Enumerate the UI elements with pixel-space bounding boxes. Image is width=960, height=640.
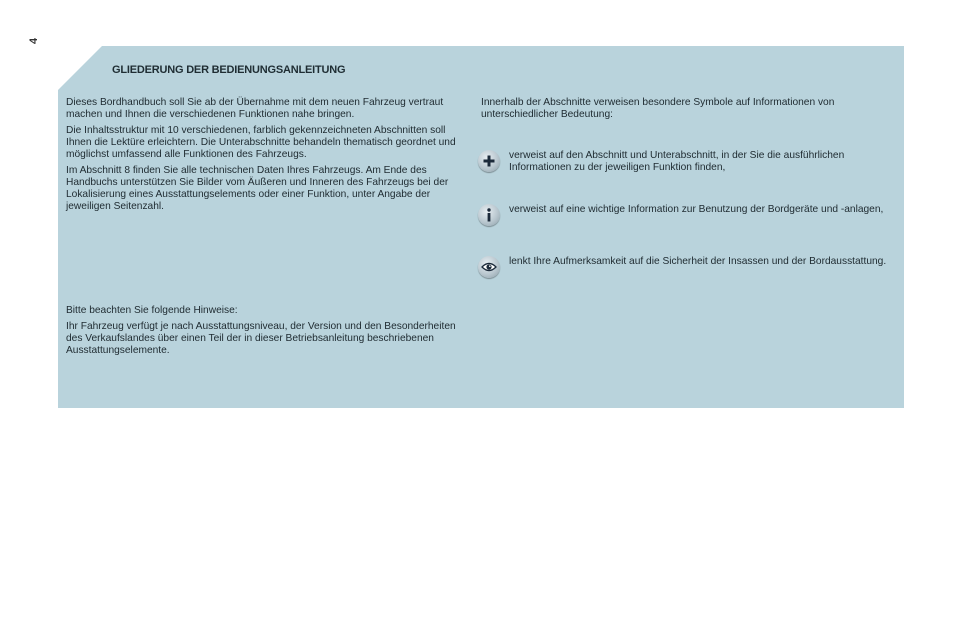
symbol-text-eye: lenkt Ihre Aufmerksamkeit auf die Sicherheit der Insassen und der Bordausstattung. — [509, 256, 887, 267]
intro-column — [66, 97, 462, 217]
eye-icon — [478, 256, 500, 278]
intro-paragraph-3: Im Abschnitt 8 finden Sie alle technischen Daten Ihres Fahrzeugs. Am Ende des Handbuchs unterstützen Sie Bilder vom Äußeren und Inneren des Fahrzeugs bei der Lokalisierung eines Ausstattungselements oder einer Funktion, unter Angabe der jeweiligen Seitenzahl. — [66, 165, 449, 212]
info-icon — [478, 204, 500, 226]
page-number: 4 — [28, 37, 40, 44]
plus-icon — [478, 150, 500, 172]
intro-paragraph-1: Dieses Bordhandbuch soll Sie ab der Übernahme mit dem neuen Fahrzeug vertraut machen und Ihnen die verschiedenen Funktionen nahe bringen. — [66, 97, 444, 120]
symbols-intro: Innerhalb der Abschnitte verweisen besondere Symbole auf Informationen von unterschiedlicher Bedeutung: — [481, 97, 835, 120]
symbol-text-info: verweist auf eine wichtige Information zur Benutzung der Bordgeräte und -anlagen, — [509, 204, 884, 215]
notes-block — [66, 305, 462, 361]
notes-heading: Bitte beachten Sie folgende Hinweise: — [66, 305, 238, 316]
section-title: GLIEDERUNG DER BEDIENUNGSANLEITUNG — [112, 64, 346, 76]
intro-paragraph-2: Die Inhaltsstruktur mit 10 verschiedenen, farblich gekennzeichneten Abschnitten soll Ihnen die Lektüre erleichtern. Die Unterabschnitte behandeln thematisch geordnet und möglichst umfassend alle Funktionen des Fahrzeugs. — [66, 125, 456, 160]
notes-text: Ihr Fahrzeug verfügt je nach Ausstattungsniveau, der Version und den Besonderheiten des Verkaufslandes über einen Teil der in dieser Betriebsanleitung beschriebenen Ausstattungselemente. — [66, 321, 456, 356]
symbol-text-plus: verweist auf den Abschnitt und Unterabschnitt, in der Sie die ausführlichen Informationen zu der jeweiligen Funktion finden, — [509, 150, 845, 173]
